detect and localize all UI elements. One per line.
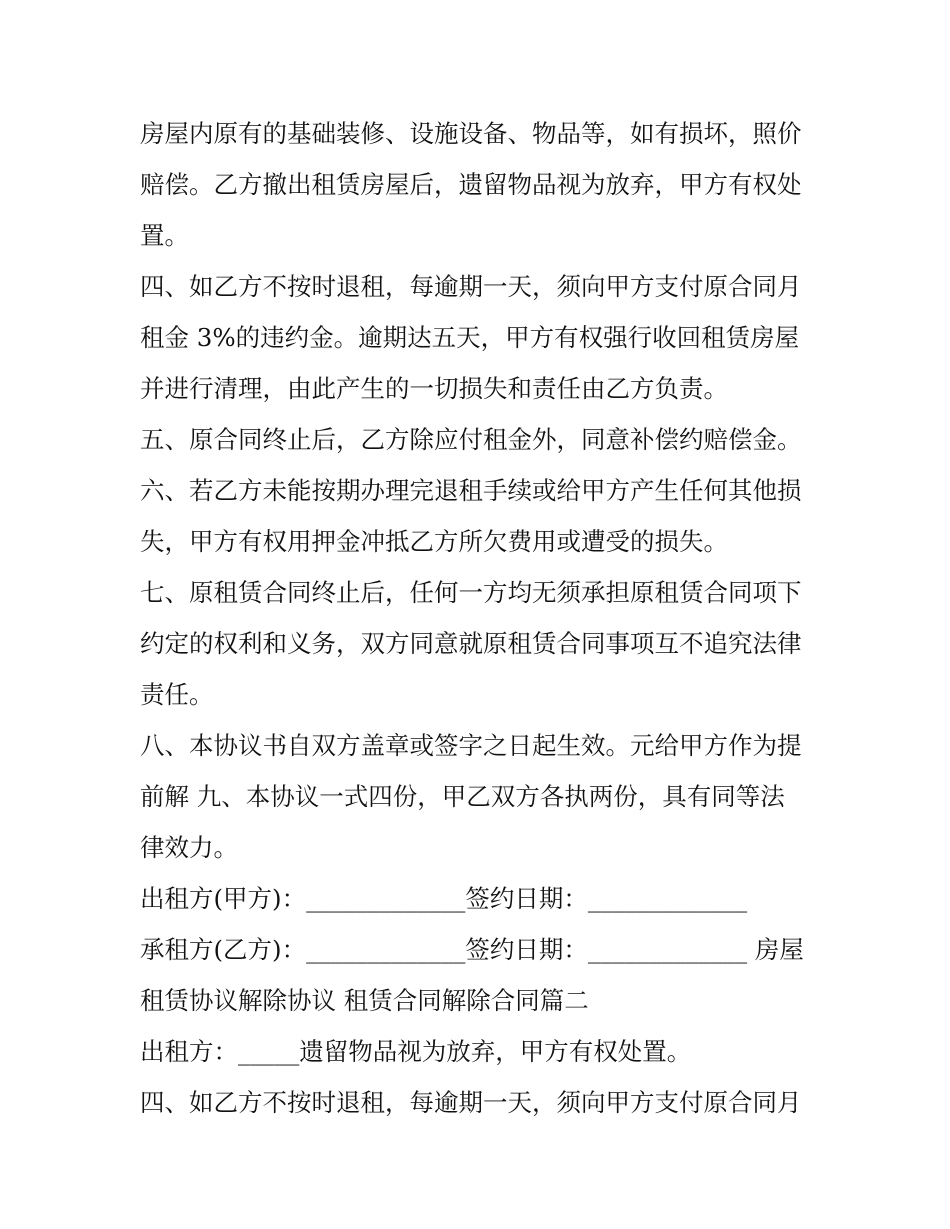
clause-seven-line: 约定的权利和义务，双方同意就原租赁合同事项互不追究法律 — [140, 629, 802, 658]
clause-four-line: 租金 3%的违约金。逾期达五天，甲方有权强行收回租赁房屋 — [140, 323, 800, 352]
clause-four-line: 四、如乙方不按时退租，每逾期一天，须向甲方支付原合同月 — [140, 272, 802, 301]
clause-six-line: 六、若乙方未能按期办理完退租手续或给甲方产生任何其他损 — [140, 476, 802, 505]
clause-nine-line: 律效力。 — [140, 833, 238, 862]
clause-seven-line: 七、原租赁合同终止后，任何一方均无须承担原租赁合同项下 — [140, 578, 802, 607]
section-heading-line: 租赁协议解除协议 租赁合同解除合同篇二 — [140, 986, 589, 1015]
clause-nine-line: 前解 九、本协议一式四份，甲乙双方各执两份，具有同等法 — [140, 782, 785, 811]
clause-seven-line: 责任。 — [140, 680, 214, 709]
clause-six-line: 失，甲方有权用押金冲抵乙方所欠费用或遭受的损失。 — [140, 527, 728, 556]
clause-five-line: 五、原合同终止后，乙方除应付租金外，同意补偿约赔偿金。 — [140, 425, 802, 454]
document-body — [140, 108, 830, 1128]
paragraph-line: 房屋内原有的基础装修、设施设备、物品等，如有损坏，照价 — [140, 119, 802, 148]
lessor-signature-line: 出租方(甲方)：_____________签约日期：_____________ — [140, 884, 748, 913]
paragraph-line: 赔偿。乙方撤出租赁房屋后，遗留物品视为放弃，甲方有权处 — [140, 170, 802, 199]
clause-four-line: 并进行清理，由此产生的一切损失和责任由乙方负责。 — [140, 374, 728, 403]
clause-eight-line: 八、本协议书自双方盖章或签字之日起生效。元给甲方作为提 — [140, 731, 802, 760]
lessor-line: 出租方：_____遗留物品视为放弃，甲方有权处置。 — [140, 1037, 692, 1066]
lessee-signature-line: 承租方(乙方)：_____________签约日期：_____________ 房屋 — [140, 935, 804, 964]
clause-four-line: 四、如乙方不按时退租，每逾期一天，须向甲方支付原合同月 — [140, 1088, 802, 1117]
paragraph-line: 置。 — [140, 221, 189, 250]
